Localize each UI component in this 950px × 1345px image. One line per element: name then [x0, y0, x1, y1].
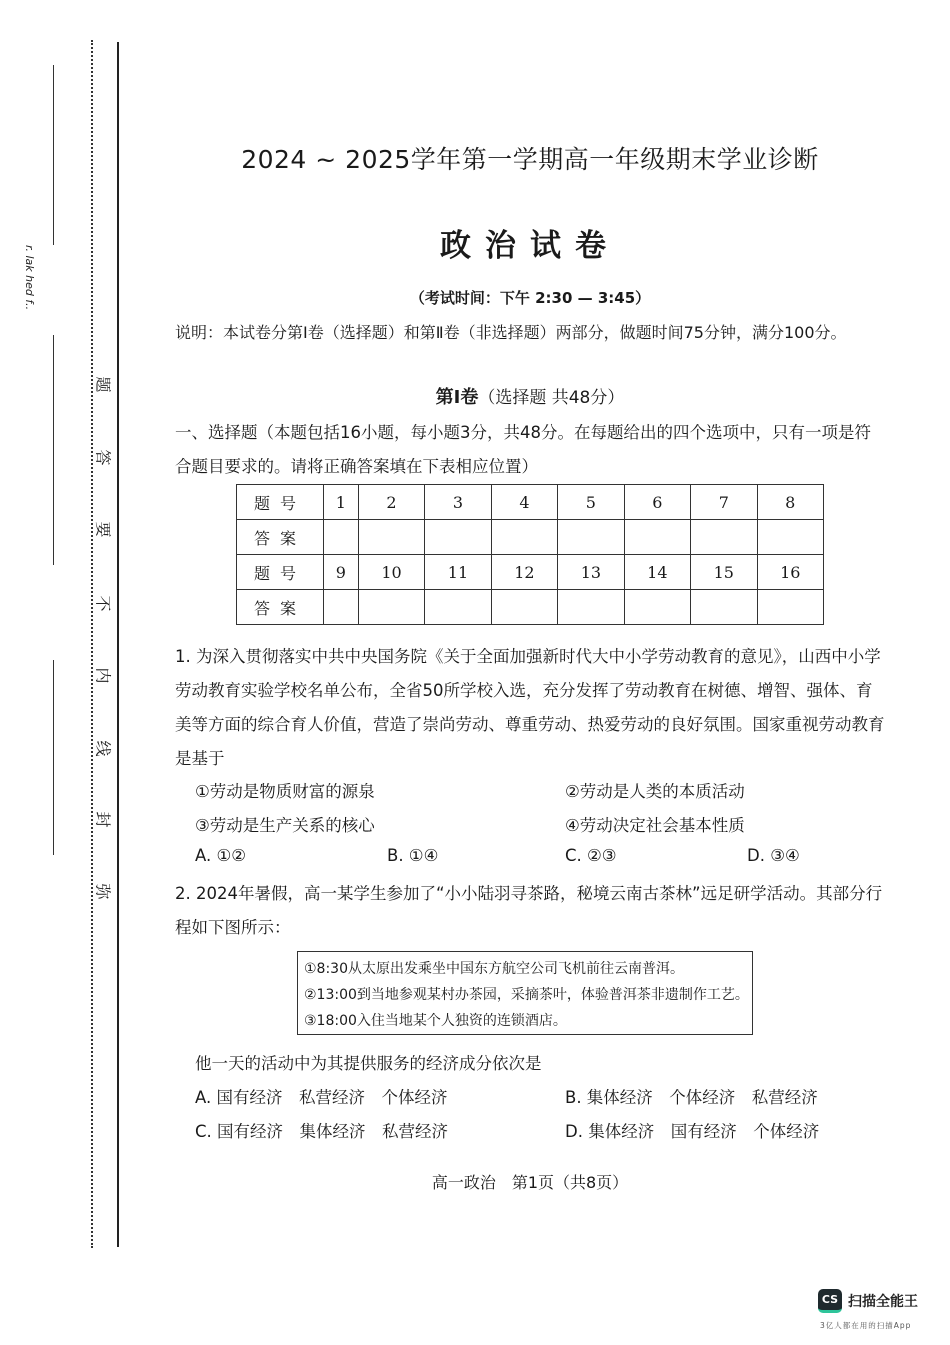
section-name: 第Ⅰ卷: [435, 387, 479, 408]
table-row-answers-2: [237, 590, 824, 625]
answer-cell[interactable]: [558, 520, 624, 555]
answer-cell[interactable]: [358, 590, 424, 625]
label-number: 题号: [237, 485, 324, 520]
camscanner-logo-icon: CS: [818, 1289, 842, 1313]
statement: ①劳动是物质财富的源泉: [195, 782, 375, 801]
question-number: 14: [624, 555, 690, 590]
answer-cell[interactable]: [757, 520, 823, 555]
option-c[interactable]: C. ②③: [565, 846, 617, 865]
question-number: 4: [491, 485, 557, 520]
table-row-numbers-2: [237, 555, 824, 590]
watermark-app-name: 扫描全能王: [848, 1294, 918, 1310]
answer-cell[interactable]: [624, 590, 690, 625]
option-d[interactable]: D. 集体经济 国有经济 个体经济: [565, 1122, 820, 1141]
label-answer: 答案: [237, 590, 324, 625]
margin-seal-char: 封: [93, 811, 113, 828]
question-number: 13: [558, 555, 624, 590]
table-row-numbers-1: [237, 485, 824, 520]
option-d[interactable]: D. ③④: [747, 846, 800, 865]
margin-field-line: [53, 335, 54, 565]
answer-cell[interactable]: [324, 590, 359, 625]
margin-handwriting: r. lak hed f..: [23, 245, 36, 311]
question-1-stem: 1. 为深入贯彻落实中共中央国务院《关于全面加强新时代大中小学劳动教育的意见》，山西中小学劳动教育实验学校名单公布，全省50所学校入选，充分发挥了劳动教育在树德、增智、强体、育美等方面的综合育人价值，营造了崇尚劳动、尊重劳动、热爱劳动的良好氛围。国家重视劳动教育是基于: [175, 647, 885, 768]
page-footer: 高一政治 第1页（共8页）: [431, 1173, 629, 1192]
question-number: 5: [558, 485, 624, 520]
label-number: 题号: [237, 555, 324, 590]
question-number: 6: [624, 485, 690, 520]
itinerary-item: ③18:00入住当地某个人独资的连锁酒店。: [304, 1013, 567, 1029]
section-intro: 一、选择题（本题包括16小题，每小题3分，共48分。在每题给出的四个选项中，只有一项是符合题目要求的。请将正确答案填在下表相应位置）: [175, 423, 871, 476]
itinerary-item: ①8:30从太原出发乘坐中国东方航空公司飞机前往云南普洱。: [304, 961, 684, 977]
answer-cell[interactable]: [624, 520, 690, 555]
question-number: 16: [757, 555, 823, 590]
answer-cell[interactable]: [757, 590, 823, 625]
question-number: 8: [757, 485, 823, 520]
margin-seal-char: 答: [93, 449, 113, 466]
question-number: 3: [425, 485, 491, 520]
watermark-tagline: 3亿人都在用的扫描App: [820, 1321, 912, 1330]
option-b[interactable]: B. ①④: [387, 846, 439, 865]
exam-title: 2024 ~ 2025学年第一学期高一年级期末学业诊断: [241, 145, 819, 174]
margin-seal-char: 要: [93, 521, 113, 538]
statement: ④劳动决定社会基本性质: [565, 816, 745, 835]
option-c[interactable]: C. 国有经济 集体经济 私营经济: [195, 1122, 449, 1141]
exam-time: （考试时间：下午 2:30 — 3:45）: [409, 289, 651, 307]
answer-cell[interactable]: [691, 590, 757, 625]
margin-seal-char: 线: [93, 740, 113, 757]
exam-instructions: 说明：本试卷分第Ⅰ卷（选择题）和第Ⅱ卷（非选择题）两部分，做题时间75分钟，满分100分。: [175, 323, 847, 342]
answer-cell[interactable]: [491, 520, 557, 555]
answer-cell[interactable]: [491, 590, 557, 625]
question-number: 11: [425, 555, 491, 590]
question-2-stem: 2. 2024年暑假，高一某学生参加了“小小陆羽寻茶路，秘境云南古茶林”远足研学活动。其部分行程如下图所示：: [175, 884, 883, 937]
margin-seal-char: 内: [93, 667, 113, 684]
label-answer: 答案: [237, 520, 324, 555]
question-number: 15: [691, 555, 757, 590]
question-number: 9: [324, 555, 359, 590]
question-2-prompt: 他一天的活动中为其提供服务的经济成分依次是: [195, 1054, 542, 1073]
answer-cell[interactable]: [691, 520, 757, 555]
answer-cell[interactable]: [425, 590, 491, 625]
question-number: 2: [358, 485, 424, 520]
question-number: 1: [324, 485, 359, 520]
answer-cell[interactable]: [324, 520, 359, 555]
itinerary-box: [297, 951, 753, 1035]
answer-table: [236, 484, 824, 625]
subject-title: 政治试卷: [440, 228, 620, 264]
option-a[interactable]: A. 国有经济 私营经济 个体经济: [195, 1088, 448, 1107]
question-number: 7: [691, 485, 757, 520]
statement: ③劳动是生产关系的核心: [195, 816, 375, 835]
itinerary-item: ②13:00到当地参观某村办茶园，采摘茶叶，体验普洱茶非遗制作工艺。: [304, 987, 749, 1003]
section-title: [0, 383, 950, 409]
margin-seal-char: 不: [93, 595, 113, 612]
section-note: （选择题 共48分）: [478, 388, 625, 408]
question-number: 10: [358, 555, 424, 590]
margin-seal-char: 题: [93, 376, 113, 393]
statement: ②劳动是人类的本质活动: [565, 782, 745, 801]
option-b[interactable]: B. 集体经济 个体经济 私营经济: [565, 1088, 818, 1107]
margin-seal-char: 弥: [93, 883, 113, 900]
question-number: 12: [491, 555, 557, 590]
answer-cell[interactable]: [425, 520, 491, 555]
option-a[interactable]: A. ①②: [195, 846, 247, 865]
answer-cell[interactable]: [558, 590, 624, 625]
answer-cell[interactable]: [358, 520, 424, 555]
table-row-answers-1: [237, 520, 824, 555]
margin-field-line: [53, 660, 54, 855]
